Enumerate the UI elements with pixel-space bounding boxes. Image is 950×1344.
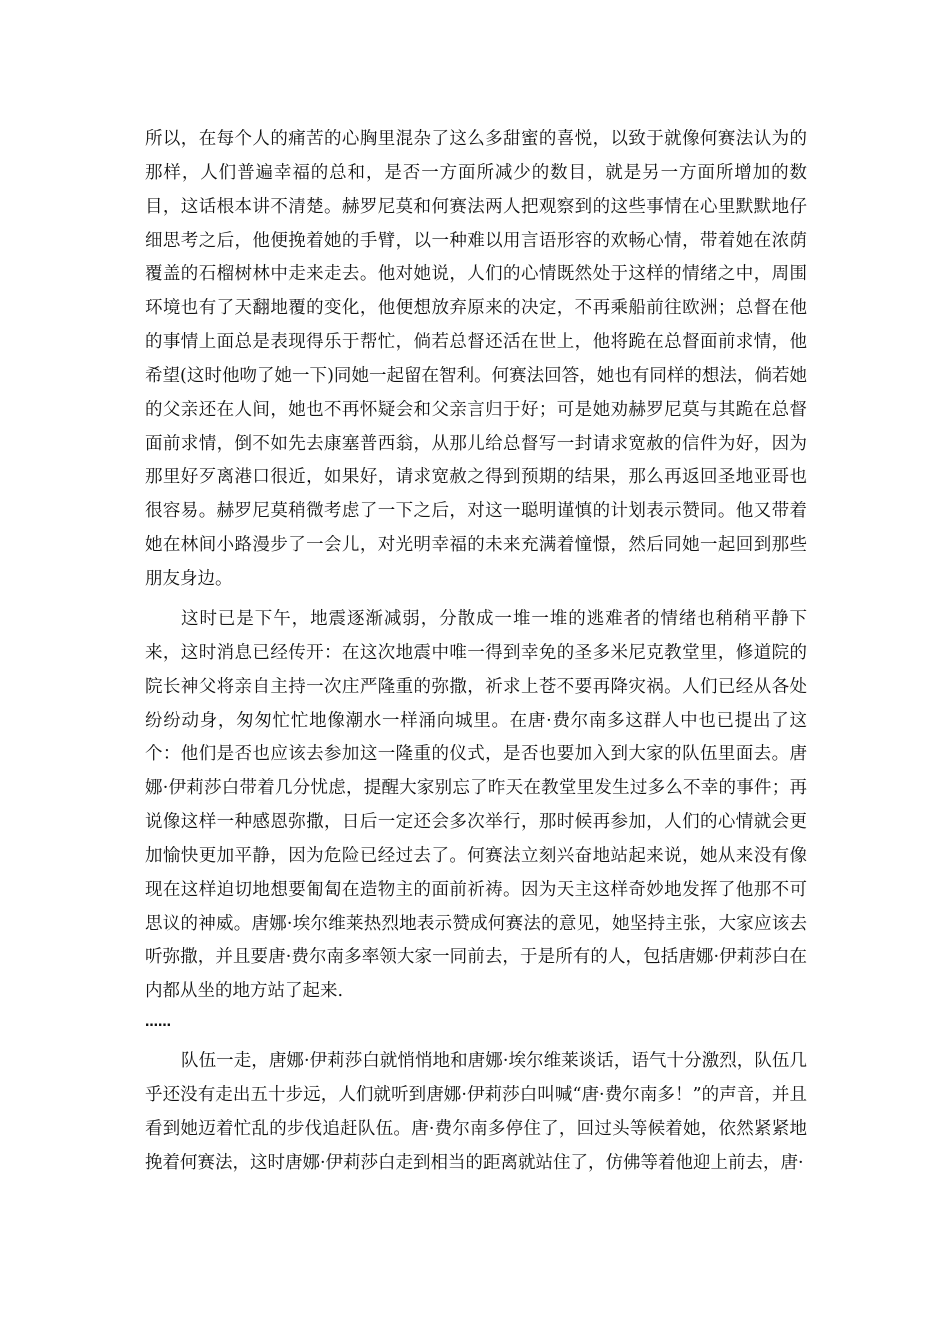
paragraph-2: 这时已是下午，地震逐渐减弱，分散成一堆一堆的逃难者的情绪也稍稍平静下来，这时消息已经传开：在这次地震中唯一得到幸免的圣多米尼克教堂里，修道院的院长神父将亲自主持一次庄严隆重的弥撒，祈求上苍不要再降灾祸。人们已经从各处纷纷动身，匆匆忙忙地像潮水一样涌向城里。在唐·费尔南多这群人中也已提出了这个：他们是否也应该去参加这一隆重的仪式，是否也要加入到大家的队伍里面去。唐娜·伊莉莎白带着几分忧虑，提醒大家别忘了昨天在教堂里发生过多么不幸的事件；再说像这样一种感恩弥撒，日后一定还会多次举行，那时候再参加，人们的心情就会更加愉快更加平静，因为危险已经过去了。何赛法立刻兴奋地站起来说，她从来没有像现在这样迫切地想要匍匐在造物主的面前祈祷。因为天主这样奇妙地发挥了他那不可思议的神威。唐娜·埃尔维莱热烈地表示赞成何赛法的意见，她坚持主张，大家应该去听弥撒，并且要唐·费尔南多率领大家一同前去，于是所有的人，包括唐娜·伊莉莎白在内都从坐的地方站了起来. [145,609,807,1002]
paragraph-1-block [145,123,807,597]
paragraph-3-block [145,1045,807,1180]
paragraph-1: 所以，在每个人的痛苦的心胸里混杂了这么多甜蜜的喜悦，以致于就像何赛法认为的那样，人们普遍幸福的总和，是否一方面所减少的数目，就是另一方面所增加的数目，这话根本讲不清楚。赫罗尼莫和何赛法两人把观察到的这些事情在心里默默地仔细思考之后，他便挽着她的手臂，以一种难以用言语形容的欢畅心情，带着她在浓荫覆盖的石榴树林中走来走去。他对她说，人们的心情既然处于这样的情绪之中，周围环境也有了天翻地覆的变化，他便想放弃原来的决定，不再乘船前往欧洲；总督在他的事情上面总是表现得乐于帮忙，倘若总督还活在世上，他将跪在总督面前求情，他希望(这时他吻了她一下)同她一起留在智利。何赛法回答，她也有同样的想法，倘若她的父亲还在人间，她也不再怀疑会和父亲言归于好；可是她劝赫罗尼莫与其跪在总督面前求情，倒不如先去康塞普西翁，从那儿给总督写一封请求宽赦的信件为好，因为那里好歹离港口很近，如果好，请求宽赦之得到预期的结果，那么再返回圣地亚哥也很容易。赫罗尼莫稍微考虑了一下之后，对这一聪明谨慎的计划表示赞同。他又带着她在林间小路漫步了一会儿，对光明幸福的未来充满着憧憬，然后同她一起回到那些朋友身边。 [145,129,807,589]
paragraph-3: 队伍一走，唐娜·伊莉莎白就悄悄地和唐娜·埃尔维莱谈话，语气十分激烈，队伍几乎还没有走出五十步远，人们就听到唐娜·伊莉莎白叫喊“唐·费尔南多！”的声音，并且看到她迈着忙乱的步伐追赶队伍。唐·费尔南多停住了，回过头等候着她，依然紧紧地挽着何赛法，这时唐娜·伊莉莎白走到相当的距离就站住了，仿佛等着他迎上前去，唐· [145,1051,807,1173]
paragraph-2-block [145,603,807,1009]
ellipsis-separator: …… [145,1015,171,1030]
